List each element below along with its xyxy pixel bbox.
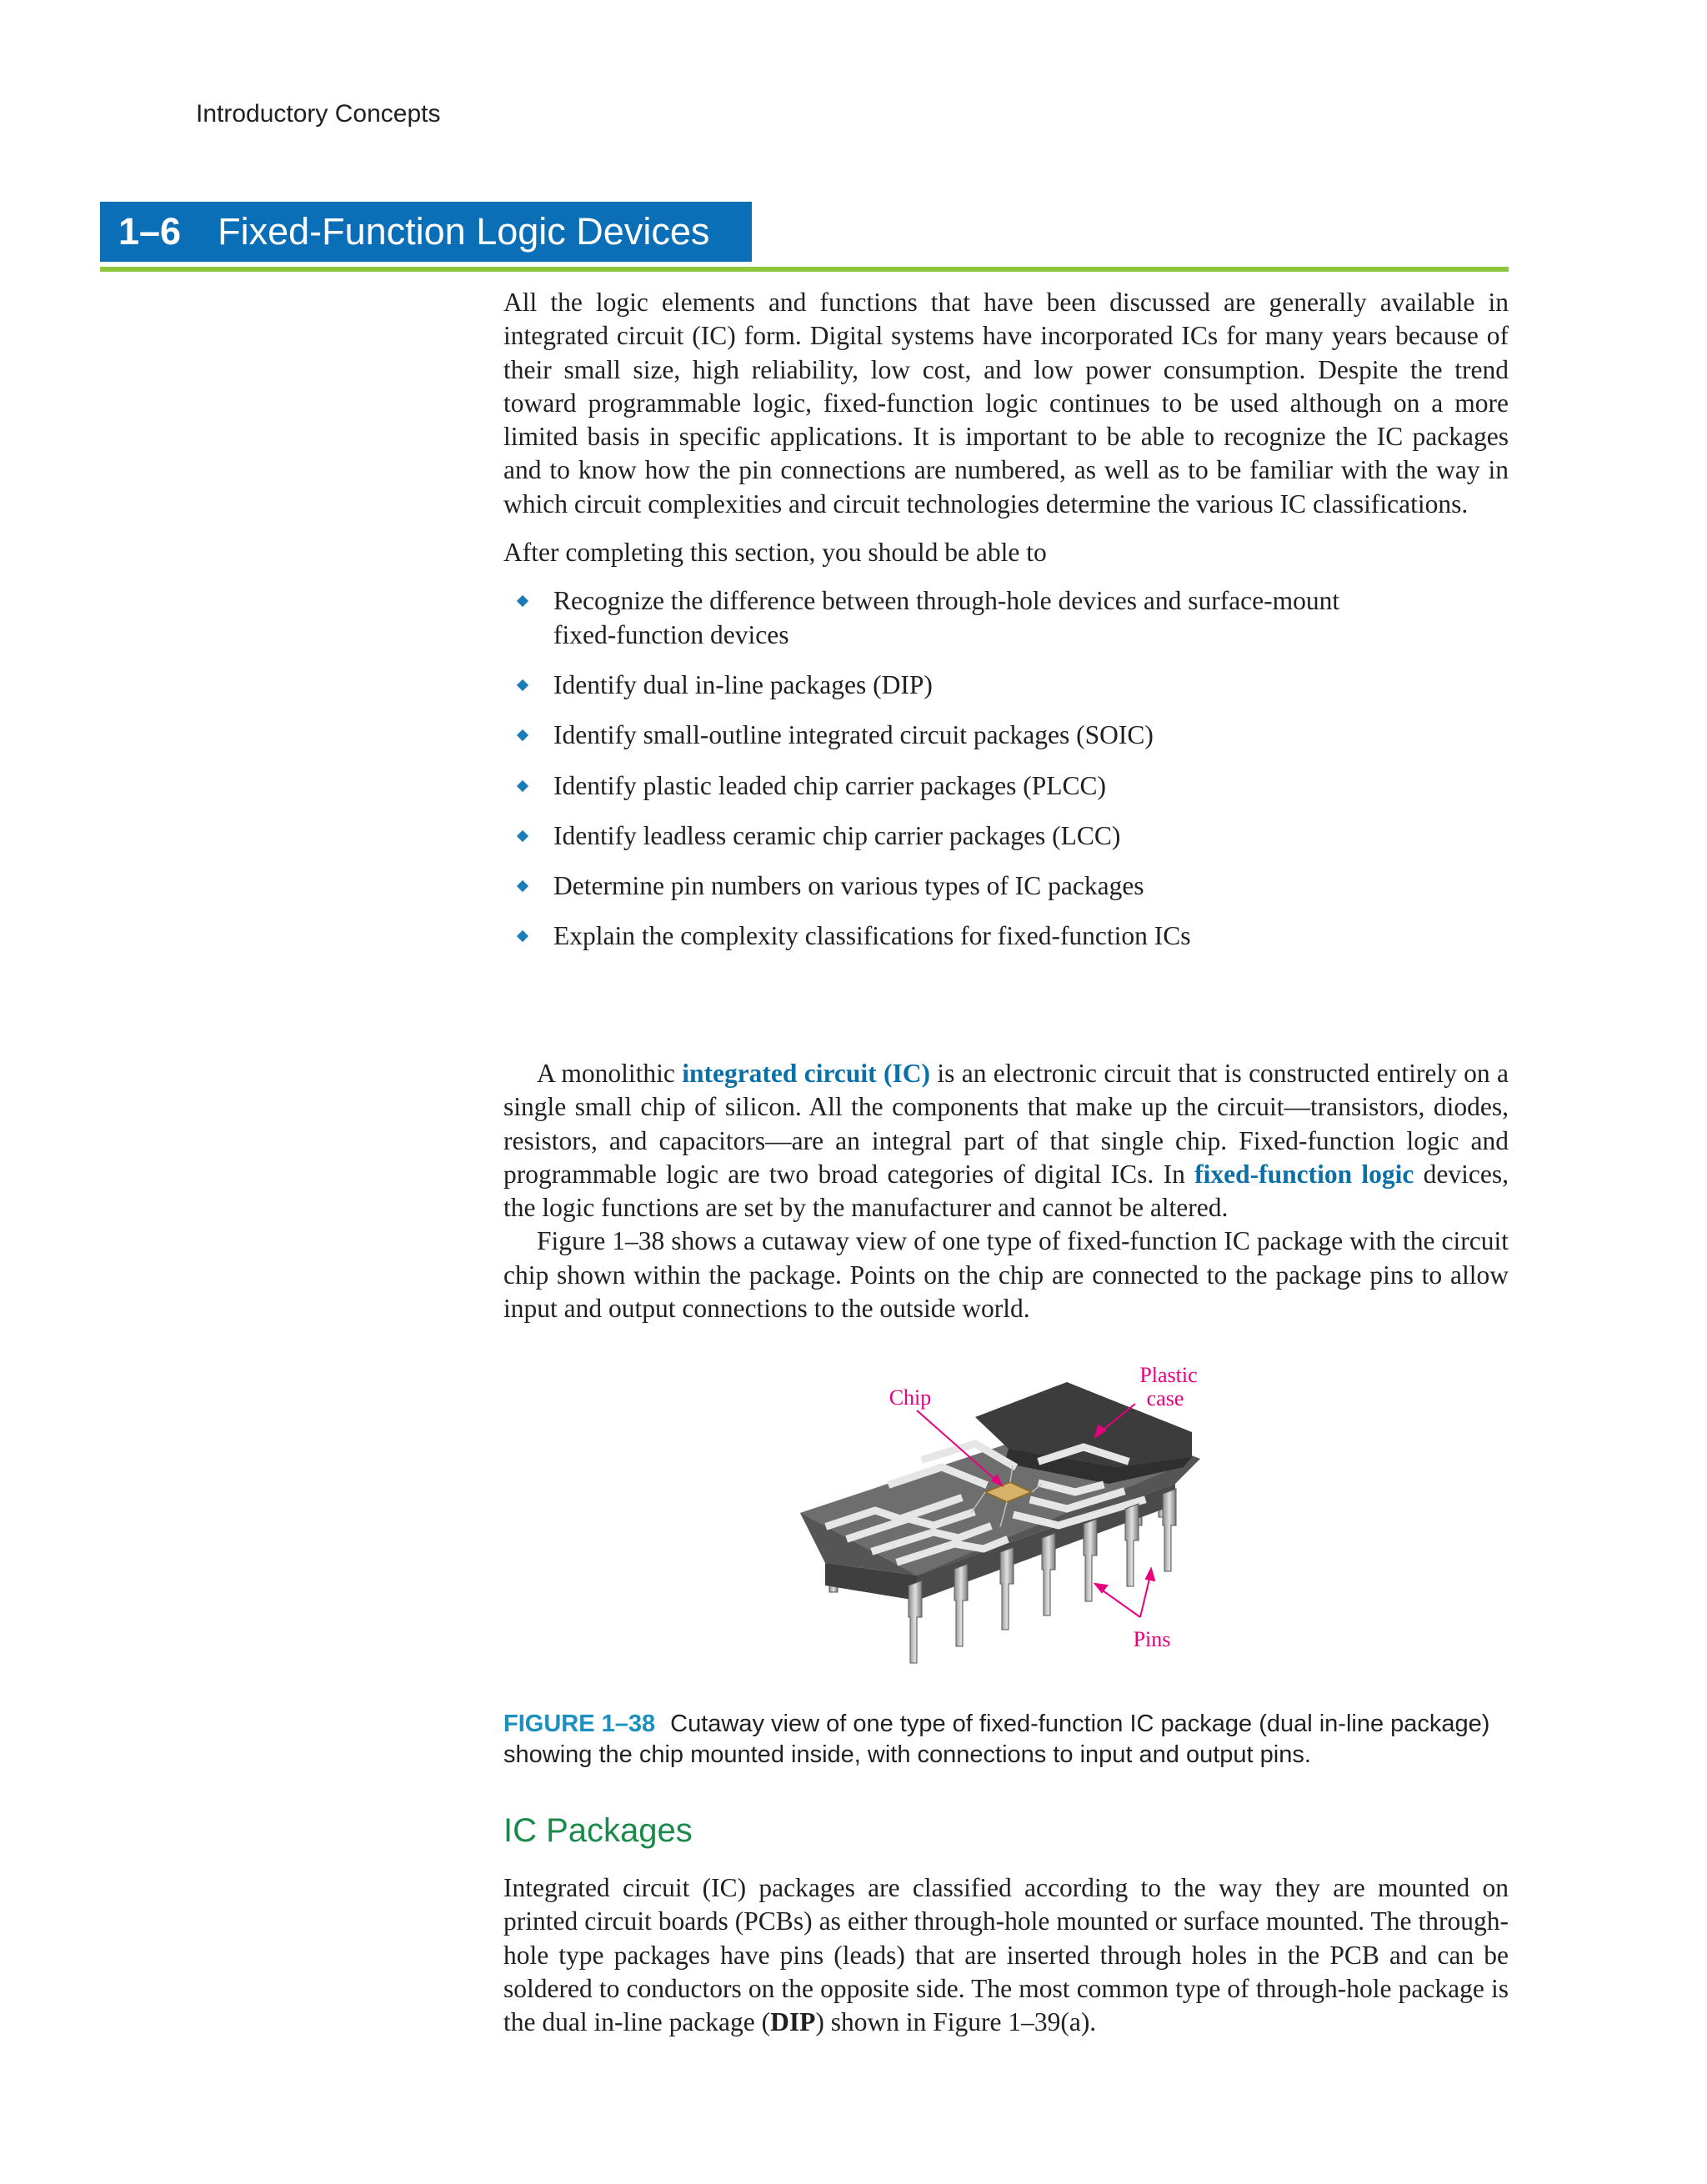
diamond-bullet-icon	[517, 880, 528, 892]
dip-cutaway-figure	[792, 1367, 1225, 1701]
diamond-bullet-icon	[517, 595, 528, 607]
intro-paragraph: All the logic elements and functions that have been discussed are generally available in integrated circuit (IC) form. Digital systems have incorporated ICs for many years because of their small size, high reliability, low cost, and low power consumption. Despite the trend toward programmable logic, fixed-function logic continues to be used although on a more limited basis in specific applications. It is important to be able to recognize the IC packages and to know how the pin connections are numbered, as well as to be familiar with the way in which circuit complexities and circuit technologies determine the various IC classifications.	[503, 288, 1509, 518]
objectives-lead: After completing this section, you should be able to	[503, 538, 1047, 568]
diamond-bullet-icon	[517, 679, 528, 691]
label-plastic: Plastic	[1139, 1367, 1198, 1387]
ic-packages-paragraph: Integrated circuit (IC) packages are classified according to the way they are mounted on printed circuit boards (PCBs) as either through-hole mounted or surface mounted. The through-hole type packages have pins (leads) that are inserted through holes in the PCB and can be soldered to conductors on the opposite side. The most common type of through-hole package is the dual in-line package (DIP) shown in Figure 1–39(a).	[503, 1873, 1509, 2037]
section-heading	[100, 202, 752, 262]
objective-item: Identify plastic leaded chip carrier packages (PLCC)	[503, 769, 1509, 803]
objective-item: Identify small-outline integrated circuit packages (SOIC)	[503, 719, 1509, 752]
figure-reference-paragraph: Figure 1–38 shows a cutaway view of one type of fixed-function IC package with the circuit chip shown within the package. Points on the chip are connected to the package pins to allow input and output connections to the outside world.	[503, 1226, 1509, 1324]
label-pins: Pins	[1133, 1627, 1171, 1651]
keyword-integrated-circuit: integrated circuit (IC)	[682, 1059, 930, 1088]
keyword-fixed-function-logic: fixed-function logic	[1194, 1159, 1414, 1189]
figure-number: FIGURE 1–38	[503, 1711, 656, 1737]
label-case: case	[1146, 1386, 1184, 1410]
objectives-list	[503, 584, 1509, 953]
intro-block	[503, 286, 1509, 970]
objective-item: Identify leadless ceramic chip carrier packages (LCC)	[503, 819, 1509, 853]
objective-item: Identify dual in-line packages (DIP)	[503, 669, 1509, 702]
diamond-bullet-icon	[517, 830, 528, 842]
figure-caption	[503, 1709, 1509, 1771]
diamond-bullet-icon	[517, 779, 528, 791]
section-rule	[100, 267, 1509, 272]
objective-item: Determine pin numbers on various types of IC packages	[503, 869, 1509, 903]
section-number: 1–6	[118, 210, 182, 253]
diamond-bullet-icon	[517, 930, 528, 942]
label-chip: Chip	[889, 1385, 932, 1410]
ic-definition-paragraph: A monolithic integrated circuit (IC) is an electronic circuit that is constructed entirely on a single small chip of silicon. All the components that make up the circuit—transistors, diodes, resistors, and capacitors—are an integral part of that single chip. Fixed-function logic and programmable logic are two broad categories of digital ICs. In fixed-function logic devices, the logic functions are set by the manufacturer and cannot be altered.	[503, 1059, 1509, 1223]
packages-text-block	[503, 1871, 1509, 2039]
figure-caption-text: Cutaway view of one type of fixed-function IC package (dual in-line package) showing the chip mounted inside, with connections to input and output pins.	[503, 1711, 1490, 1768]
running-head: Introductory Concepts	[196, 100, 441, 128]
keyword-dip: DIP	[770, 2007, 816, 2037]
ic-text-block	[503, 1057, 1509, 1325]
section-title: Fixed-Function Logic Devices	[218, 210, 710, 253]
subheading-ic-packages: IC Packages	[503, 1812, 693, 1849]
objective-item: Recognize the difference between through-hole devices and surface-mount fixed-function devices	[503, 584, 1509, 652]
objective-item: Explain the complexity classifications for fixed-function ICs	[503, 919, 1509, 953]
diamond-bullet-icon	[517, 729, 528, 741]
dip-cutaway-illustration	[792, 1367, 1225, 1701]
